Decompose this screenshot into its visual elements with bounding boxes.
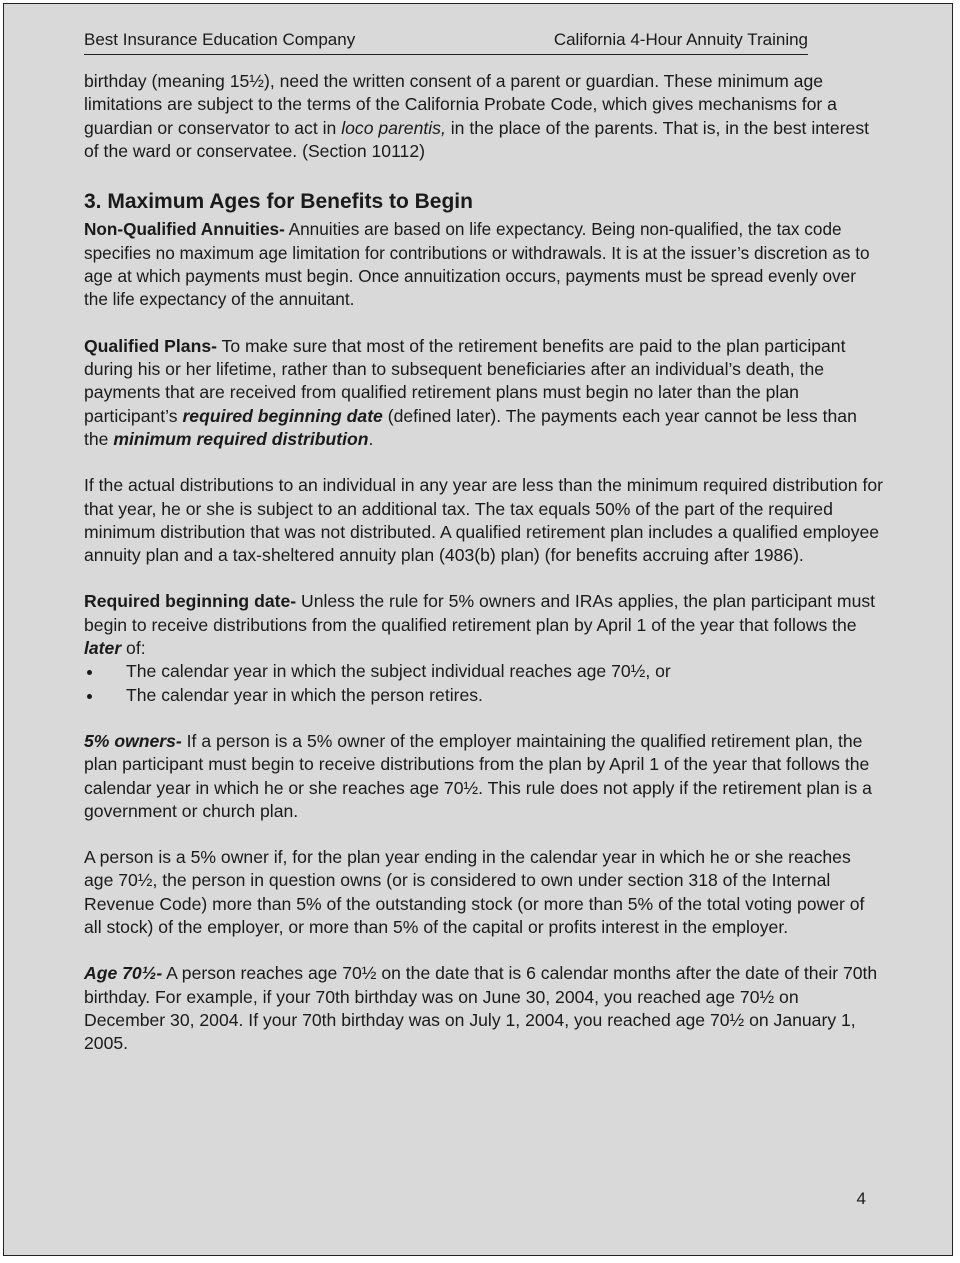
document-page xyxy=(3,3,953,1256)
header-course: California 4-Hour Annuity Training xyxy=(553,30,808,49)
age-text: A person reaches age 70½ on the date that is 6 calendar months after the date of their 70th birthday. For example, if your 70th birthday was on June 30, 2004, you reached age 70½ on December 30, 2004. If your 70th birthday was on July 1, 2004, you reached age 70½ on January 1, 2005. xyxy=(84,963,878,1054)
page-number: 4 xyxy=(856,1189,866,1208)
intro-paragraph xyxy=(84,70,884,163)
rbd-lead: Required beginning date- xyxy=(84,591,297,612)
page-body xyxy=(84,70,884,1056)
owners-lead: 5% owners- xyxy=(84,730,182,751)
term-required-beginning-date: required beginning date xyxy=(182,405,383,426)
page-header xyxy=(84,24,808,56)
rbd-text-a: Unless the rule for 5% owners and IRAs applies, the plan participant must begin to receive distributions from the qualified retirement plan by April 1 of the year that follows the xyxy=(84,591,876,635)
rbd-paragraph xyxy=(84,590,884,660)
intro-text-c: in the place of the parents. That is, in the best interest of the ward or conservatee. (Section 10112) xyxy=(84,117,870,161)
owners-text: If a person is a 5% owner of the employer maintaining the qualified retirement plan, the plan participant must begin to receive distributions from the plan by April 1 of the year that follows the calendar year in which he or she reaches age 70½. This rule does not apply if the retirement plan is a government or church plan. xyxy=(84,730,872,821)
rbd-bullet-list xyxy=(84,660,884,707)
intro-text-a: birthday (meaning 15½), need the written consent of a parent or guardian. These minimum age limitations are subject to the terms of the California Probate Code, which gives mechanisms for a guardian or conservator to act in xyxy=(84,71,837,138)
rbd-later-term: later xyxy=(84,638,122,659)
distribution-paragraph: If the actual distributions to an individual in any year are less than the minimum required distribution for that year, he or she is subject to an additional tax. The tax equals 50% of the part of the required minimum distribution that was not distributed. A qualified retirement plan includes a qualified employee annuity plan and a tax-sheltered annuity plan (403(b) plan) (for benefits accruing after 1986). xyxy=(84,475,883,566)
list-item: The calendar year in which the subject individual reaches age 70½, or xyxy=(84,660,884,683)
nonqualified-lead: Non-Qualified Annuities- xyxy=(84,219,285,240)
owner-definition-paragraph: A person is a 5% owner if, for the plan year ending in the calendar year in which he or she reaches age 70½, the person in question owns (or is considered to own under section 318 of the Internal Revenue Code) more than 5% of the outstanding stock (or more than 5% of the total voting power of all stock) of the employer, or more than 5% of the capital or profits interest in the employer. xyxy=(84,847,865,938)
nonqualified-text: Annuities are based on life expectancy. Being non-qualified, the tax code specifies no maximum age limitation for contributions or withdrawals. It is at the issuer’s discretion as to age at which payments must begin. Once annuitization occurs, payments must be spread evenly over the life expectancy of the annuitant. xyxy=(84,219,870,310)
nonqualified-paragraph xyxy=(84,218,884,312)
age-lead: Age 70½- xyxy=(84,963,163,984)
qualified-text-b: (defined later). The payments each year cannot be less than the xyxy=(84,405,857,449)
qualified-lead: Qualified Plans- xyxy=(84,335,217,356)
header-divider xyxy=(84,54,808,55)
qualified-text-c: . xyxy=(368,429,374,449)
qualified-text-a: To make sure that most of the retirement benefits are paid to the plan participant during his or her lifetime, rather than to subsequent beneficiaries after an individual’s death, the payments that are received from qualified retirement plans must begin no later than the plan participant’s xyxy=(84,335,846,426)
section-heading: 3. Maximum Ages for Benefits to Begin xyxy=(84,190,473,214)
term-minimum-required-distribution: minimum required distribution xyxy=(113,429,369,449)
age-paragraph xyxy=(84,962,884,1055)
intro-latin-term: loco parentis, xyxy=(341,117,446,138)
qualified-paragraph xyxy=(84,335,884,451)
rbd-text-b: of: xyxy=(121,638,146,659)
header-company: Best Insurance Education Company xyxy=(84,30,356,49)
list-item: The calendar year in which the person retires. xyxy=(84,684,884,707)
owners-paragraph xyxy=(84,730,884,823)
